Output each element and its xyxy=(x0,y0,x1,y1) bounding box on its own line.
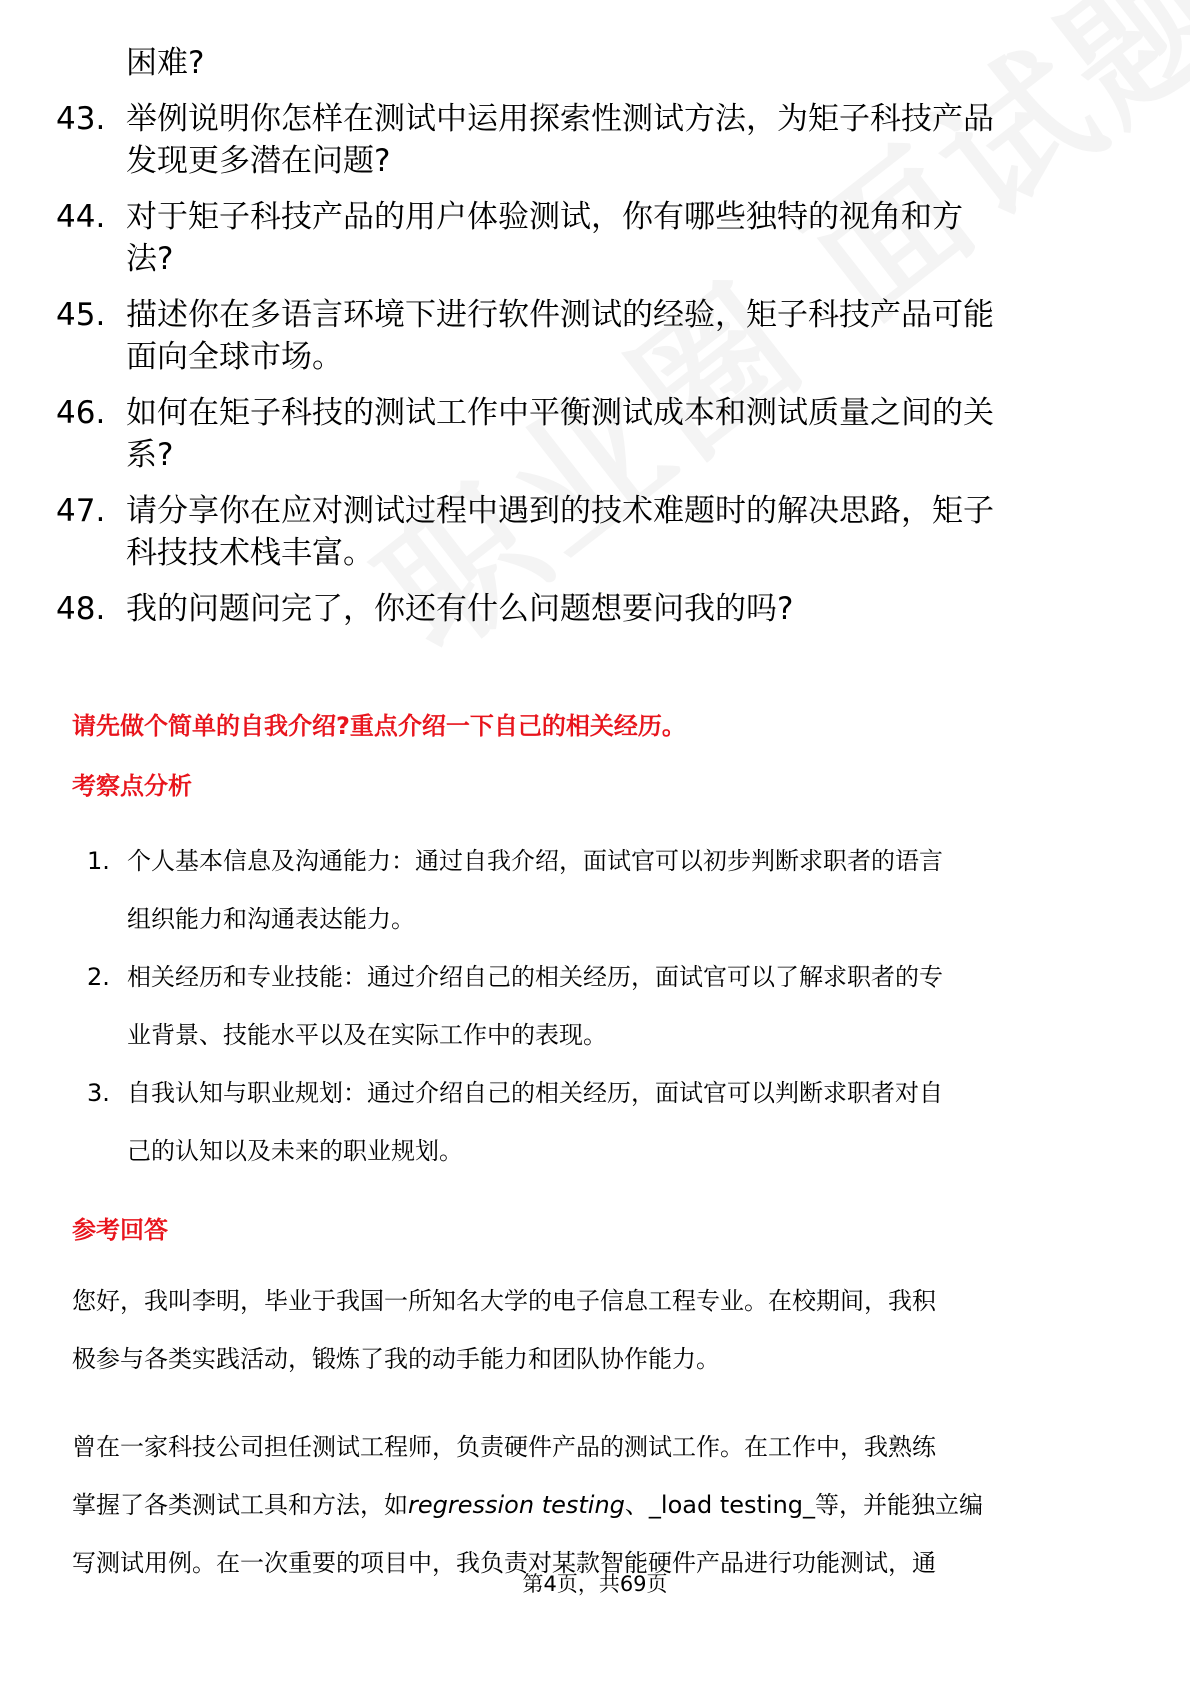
question-item xyxy=(56,98,1136,182)
question-text: 描述你在多语言环境下进行软件测试的经验，矩子科技产品可能 xyxy=(126,297,994,333)
answer-text: 写测试用例。在一次重要的项目中，我负责对某款智能硬件产品进行功能测试，通 xyxy=(72,1549,936,1577)
page-footer: 第4页，共69页 xyxy=(522,1572,668,1596)
question-number: 47. xyxy=(56,493,106,529)
question-number: 45. xyxy=(56,297,106,333)
analysis-number: 2. xyxy=(87,963,110,991)
answer-text: 掌握了各类测试工具和方法，如 xyxy=(72,1491,408,1519)
question-list xyxy=(56,42,1136,630)
analysis-text: 业背景、技能水平以及在实际工作中的表现。 xyxy=(127,1021,607,1049)
analysis-text: 相关经历和专业技能：通过介绍自己的相关经历，面试官可以了解求职者的专 xyxy=(127,963,943,991)
question-item xyxy=(56,588,1136,630)
analysis-text: 个人基本信息及沟通能力：通过自我介绍，面试官可以初步判断求职者的语言 xyxy=(127,847,943,875)
analysis-heading: 考察点分析 xyxy=(72,772,192,800)
question-item xyxy=(56,490,1136,574)
question-item xyxy=(56,392,1136,476)
analysis-text: 组织能力和沟通表达能力。 xyxy=(127,905,415,933)
answer-paragraph-2 xyxy=(72,1418,1122,1592)
question-number: 44. xyxy=(56,199,106,235)
analysis-text: 自我认知与职业规划：通过介绍自己的相关经历，面试官可以判断求职者对自 xyxy=(127,1079,943,1107)
analysis-text: 己的认知以及未来的职业规划。 xyxy=(127,1137,463,1165)
question-text: 对于矩子科技产品的用户体验测试，你有哪些独特的视角和方 xyxy=(126,199,963,235)
question-text: 面向全球市场。 xyxy=(126,339,343,375)
question-text: 请分享你在应对测试过程中遇到的技术难题时的解决思路，矩子 xyxy=(126,493,994,529)
question-item xyxy=(56,196,1136,280)
answer-heading: 参考回答 xyxy=(72,1216,168,1244)
analysis-list xyxy=(72,832,1122,1180)
question-text: 发现更多潜在问题? xyxy=(126,143,391,179)
answer-text: 您好，我叫李明，毕业于我国一所知名大学的电子信息工程专业。在校期间，我积 xyxy=(72,1287,936,1315)
answer-text-line xyxy=(72,1476,1122,1534)
question-number: 43. xyxy=(56,101,106,137)
question-item xyxy=(56,294,1136,378)
question-title: 请先做个简单的自我介绍?重点介绍一下自己的相关经历。 xyxy=(72,712,686,740)
answer-paragraph-1 xyxy=(72,1272,1122,1388)
analysis-number: 3. xyxy=(87,1079,110,1107)
question-number: 46. xyxy=(56,395,106,431)
analysis-item xyxy=(72,948,1122,1064)
analysis-item xyxy=(72,1064,1122,1180)
analysis-number: 1. xyxy=(87,847,110,875)
question-text: 如何在矩子科技的测试工作中平衡测试成本和测试质量之间的关 xyxy=(126,395,994,431)
analysis-item xyxy=(72,832,1122,948)
answer-text: 极参与各类实践活动，锻炼了我的动手能力和团队协作能力。 xyxy=(72,1345,720,1373)
answer-text: 、_load testing_等，并能独立编 xyxy=(624,1491,984,1519)
question-number: 48. xyxy=(56,591,106,627)
answer-italic-term: regression testing xyxy=(408,1491,625,1519)
question-carryover: 困难? xyxy=(126,45,205,81)
question-text: 法? xyxy=(126,241,174,277)
question-text: 科技技术栈丰富。 xyxy=(126,535,374,571)
question-text: 我的问题问完了，你还有什么问题想要问我的吗? xyxy=(126,591,794,627)
question-text: 举例说明你怎样在测试中运用探索性测试方法，为矩子科技产品 xyxy=(126,101,994,137)
answer-text: 曾在一家科技公司担任测试工程师，负责硬件产品的测试工作。在工作中，我熟练 xyxy=(72,1433,936,1461)
question-text: 系? xyxy=(126,437,174,473)
